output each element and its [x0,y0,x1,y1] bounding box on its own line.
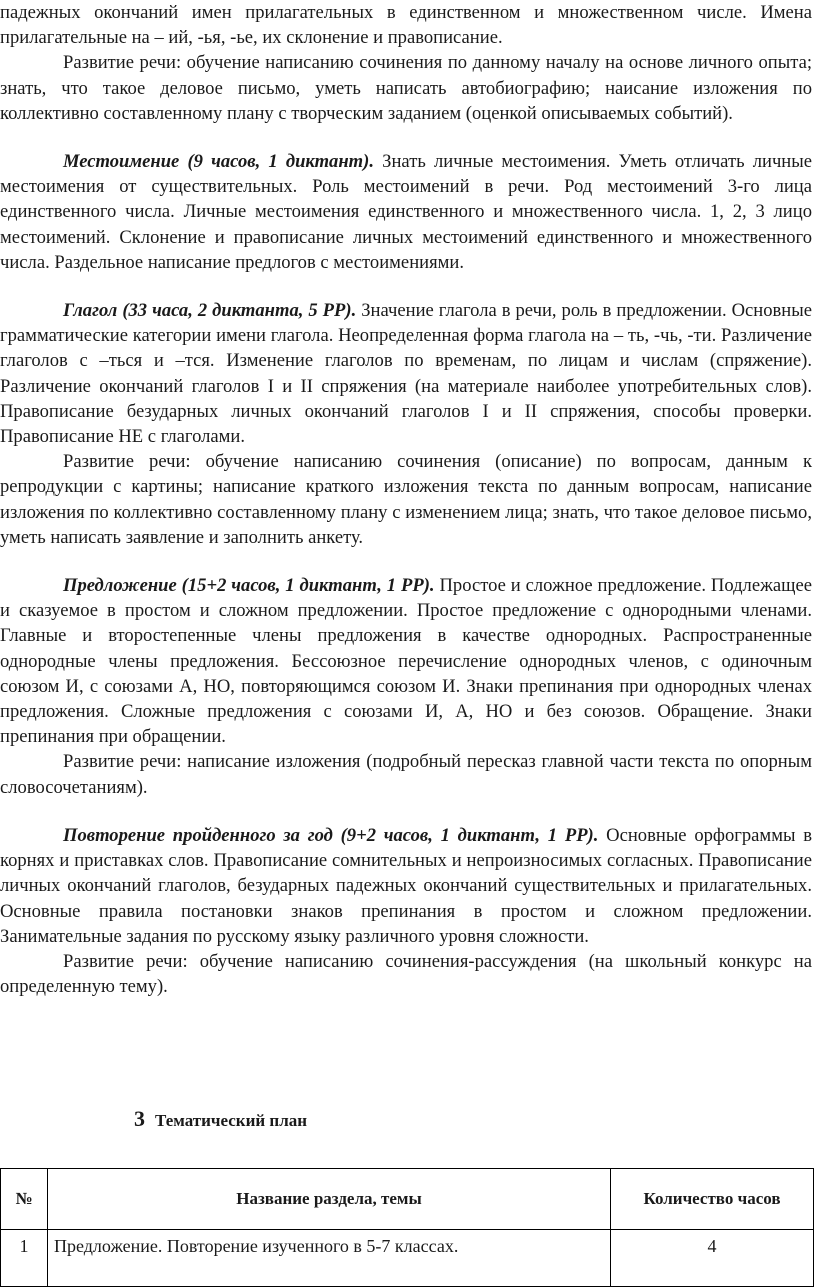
cell-number: 1 [1,1230,48,1287]
section-title [134,1106,307,1132]
section-number: 3 [134,1106,145,1131]
paragraph-text: Знать личные местоимения. Уметь отличать личные местоимения от существительных. Роль местоимений в речи. Род местоимений 3-го лица единственного числа. Личные местоимения единственного и множественного числа. 1, 2, 3 лицо местоимений. Склонение и правописание личных местоимений единственного и множественного числа. Раздельное написание предлогов с местоимениями. [0,151,812,273]
paragraph-text: Значение глагола в речи, роль в предложении. Основные грамматические категории имени глагола. Неопределенная форма глагола на – ть, -чь, -ти. Различение глаголов с –ться и –тся. Изменение глаголов по временам, по лицам и числам (спряжение). Различение окончаний глаголов I и II спряжения (на материале наиболее употребительных слов). Правописание безударных личных окончаний глаголов I и II спряжения, способы проверки. Правописание НЕ с глаголами. [0,300,813,448]
paragraph-heading: Предложение (15+2 часов, 1 диктант, 1 РР). [63,575,435,597]
column-header-hours: Количество часов [611,1169,814,1230]
paragraph-speech-dev-1 [0,50,812,126]
paragraph-text: Развитие речи: обучение написанию сочинения (описание) по вопросам, данным к репродукции с картины; написание краткого изложения текста по данным вопросам, написание изложения по коллективно составленному плану с изменением лица; знать, что такое деловое письмо, уметь написать заявление и заполнить анкету. [0,451,812,548]
paragraph-sentence [0,573,812,749]
paragraph-text: Развитие речи: обучение написанию сочинения по данному началу на основе личного опыта; знать, что такое деловое письмо, уметь написать автобиографию; наисание изложения по коллективно составленному плану с творческим заданием (оценкой описываемых событий). [0,52,812,124]
paragraph-heading: Глагол (33 часа, 2 диктанта, 5 РР). [63,300,357,322]
paragraph-text: падежных окончаний имен прилагательных в единственном и множественном числе. Имена прилагательные на – ий, -ья, -ье, их склонение и правописание. [0,2,812,49]
cell-hours: 4 [611,1230,814,1287]
table-header-row [1,1169,814,1230]
paragraph-verb [0,298,812,449]
paragraph-speech-dev-3 [0,749,812,799]
column-header-title: Название раздела, темы [48,1169,611,1230]
cell-title: Предложение. Повторение изученного в 5-7 классах. [48,1230,611,1287]
paragraph-text: Развитие речи: обучение написанию сочинения-рассуждения (на школьный конкурс на определенную тему). [0,950,812,998]
thematic-plan-table [0,1168,814,1287]
paragraph-text: Развитие речи: написание изложения (подробный пересказ главной части текста по опорным словосочетаниям). [0,751,812,798]
paragraph-speech-dev-2 [0,449,812,550]
column-header-number: № [1,1169,48,1230]
paragraph-heading: Повторение пройденного за год (9+2 часов, 1 диктант, 1 РР). [63,824,599,846]
table-row [1,1230,814,1287]
paragraph-text: Простое и сложное предложение. Подлежащее и сказуемое в простом и сложном предложении. Простое предложение с однородными членами. Главные и второстепенные члены предложения в качестве однородных. Распространенные однородные члены предложения. Бессоюзное перечисление однородных членов, с одиночным союзом И, с союзами А, НО, повторяющимся союзом И. Знаки препинания при однородных членах предложения. Сложные предложения с союзами И, А, НО и без союзов. Обращение. Знаки препинания при обращении. [0,575,812,748]
paragraph-speech-dev-4 [0,949,812,999]
paragraph-review [0,823,812,949]
paragraph-text: Основные орфограммы в корнях и приставках слов. Правописание сомнительных и непроизносимых согласных. Правописание личных окончаний глаголов, безударных падежных окончаний существительных и прилагательных. Основные правила постановки знаков препинания в простом и сложном предложении. Занимательные задания по русскому языку различного уровня сложности. [0,824,812,947]
section-heading: Тематический план [155,1111,308,1130]
paragraph-heading: Местоимение (9 часов, 1 диктант). [63,151,374,173]
paragraph-pronoun [0,149,812,275]
paragraph-adjectives-end [0,0,812,50]
